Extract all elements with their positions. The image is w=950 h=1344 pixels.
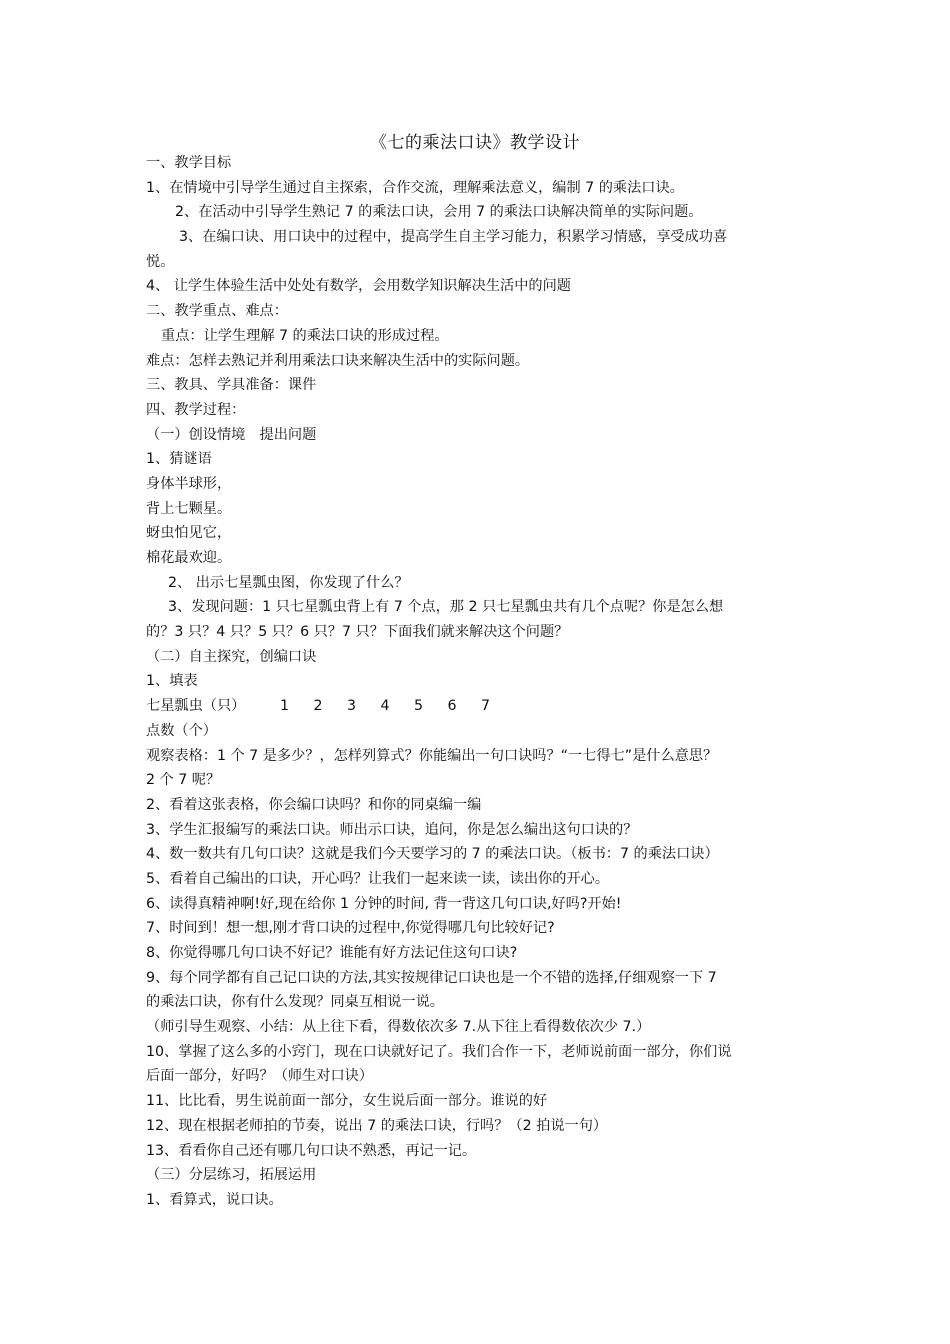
paragraph-line: 1、在情境中引导学生通过自主探索，合作交流，理解乘法意义，编制 7 的乘法口诀。 [146,179,684,196]
paragraph-line: 4、数一数共有几句口诀？这就是我们今天要学习的 7 的乘法口诀。（板书：7 的乘法口诀） [146,846,719,863]
paragraph-line: 7、时间到！想一想,刚才背口诀的过程中,你觉得哪几句比较好记? [146,920,555,937]
table-number: 4 [380,698,390,715]
subsection-heading: （二）自主探究，创编口诀 [146,648,317,665]
subsection-heading: （一）创设情境 提出问题 [146,426,317,443]
table-row-label: 点数（个） [146,722,217,739]
paragraph-line: 1、填表 [146,673,198,690]
paragraph-line: 悦。 [146,253,175,270]
riddle-line: 身体半球形， [146,475,232,492]
paragraph-line: 2、 出示七星瓢虫图，你发现了什么？ [168,574,409,591]
paragraph-line: 观察表格：1 个 7 是多少？，怎样列算式？你能编出一句口诀吗？“一七得七”是什么意思？ [146,747,718,764]
paragraph-line: 1、看算式，说口诀。 [146,1191,283,1208]
table-number: 6 [447,698,457,715]
section-heading: 一、教学目标 [146,155,232,171]
table-number: 7 [481,698,491,715]
paragraph-line: 5、看着自己编出的口诀，开心吗？让我们一起来读一读，读出你的开心。 [146,870,610,887]
paragraph-line: 3、在编口诀、用口诀中的过程中，提高学生自主学习能力，积累学习情感，享受成功喜 [179,229,728,246]
paragraph-line: 1、猜谜语 [146,451,212,468]
paragraph-line: 11、比比看，男生说前面一部分，女生说后面一部分。谁说的好 [146,1093,548,1110]
paragraph-line: 13、看看你自己还有哪几句口诀不熟悉，再记一记。 [146,1142,477,1159]
paragraph-line: 3、发现问题：1 只七星瓢虫背上有 7 个点，那 2 只七星瓢虫共有几个点呢？你是怎么想 [168,599,724,616]
paragraph-line: （师引导生观察、小结：从上往下看，得数依次多 7.从下往上看得数依次少 7.） [146,1019,651,1036]
paragraph-line: 2、在活动中引导学生熟记 7 的乘法口诀，会用 7 的乘法口诀解决简单的实际问题。 [175,204,703,221]
riddle-line: 蚜虫怕见它， [146,525,232,542]
table-number: 5 [414,698,424,715]
paragraph-line: 9、每个同学都有自己记口诀的方法,其实按规律记口诀也是一个不错的选择,仔细观察一下 7 [146,969,717,986]
paragraph-line: 2 个 7 呢？ [146,772,221,789]
section-heading: 四、教学过程： [146,401,246,418]
riddle-line: 背上七颗星。 [146,500,232,517]
paragraph-line: 6、读得真精神啊!好,现在给你 1 分钟的时间, 背一背这几句口诀,好吗?开始! [146,895,622,912]
table-number: 1 [280,698,290,715]
paragraph-line: 10、掌握了这么多的小窍门，现在口诀就好记了。我们合作一下，老师说前面一部分，你们说 [146,1043,732,1060]
subsection-heading: （三）分层练习，拓展运用 [146,1167,317,1184]
paragraph-line: 3、学生汇报编写的乘法口诀。师出示口诀，追问，你是怎么编出这句口诀的？ [146,821,638,838]
fill-table-row [146,694,816,719]
document-title: 《七的乘法口诀》教学设计 [370,133,580,153]
paragraph-line: 2、看着这张表格，你会编口诀吗？和你的同桌编一编 [146,796,482,813]
table-number: 3 [347,698,357,715]
table-number: 2 [313,698,323,715]
paragraph-line: 12、现在根据老师拍的节奏，说出 7 的乘法口诀，行吗？（2 拍说一句） [146,1117,608,1134]
table-row-label: 七星瓢虫（只） [146,698,246,715]
section-heading: 三、教具、学具准备：课件 [146,377,317,394]
paragraph-line: 后面一部分，好吗？（师生对口诀） [146,1068,374,1085]
section-heading: 二、教学重点、难点： [146,303,288,320]
document-body [146,151,816,1213]
paragraph-line: 难点：怎样去熟记并利用乘法口诀来解决生活中的实际问题。 [146,352,530,369]
paragraph-line: 重点：让学生理解 7 的乘法口诀的形成过程。 [161,327,449,344]
paragraph-line: 的乘法口诀，你有什么发现？同桌互相说一说。 [146,994,444,1011]
paragraph-line: 的？3 只？4 只？5 只？6 只？7 只？下面我们就来解决这个问题？ [146,624,569,641]
riddle-line: 棉花最欢迎。 [146,550,232,566]
paragraph-line: 4、 让学生体验生活中处处有数学，会用数学知识解决生活中的问题 [146,278,571,295]
paragraph-line: 8、你觉得哪几句口诀不好记？谁能有好方法记住这句口诀? [146,945,518,961]
